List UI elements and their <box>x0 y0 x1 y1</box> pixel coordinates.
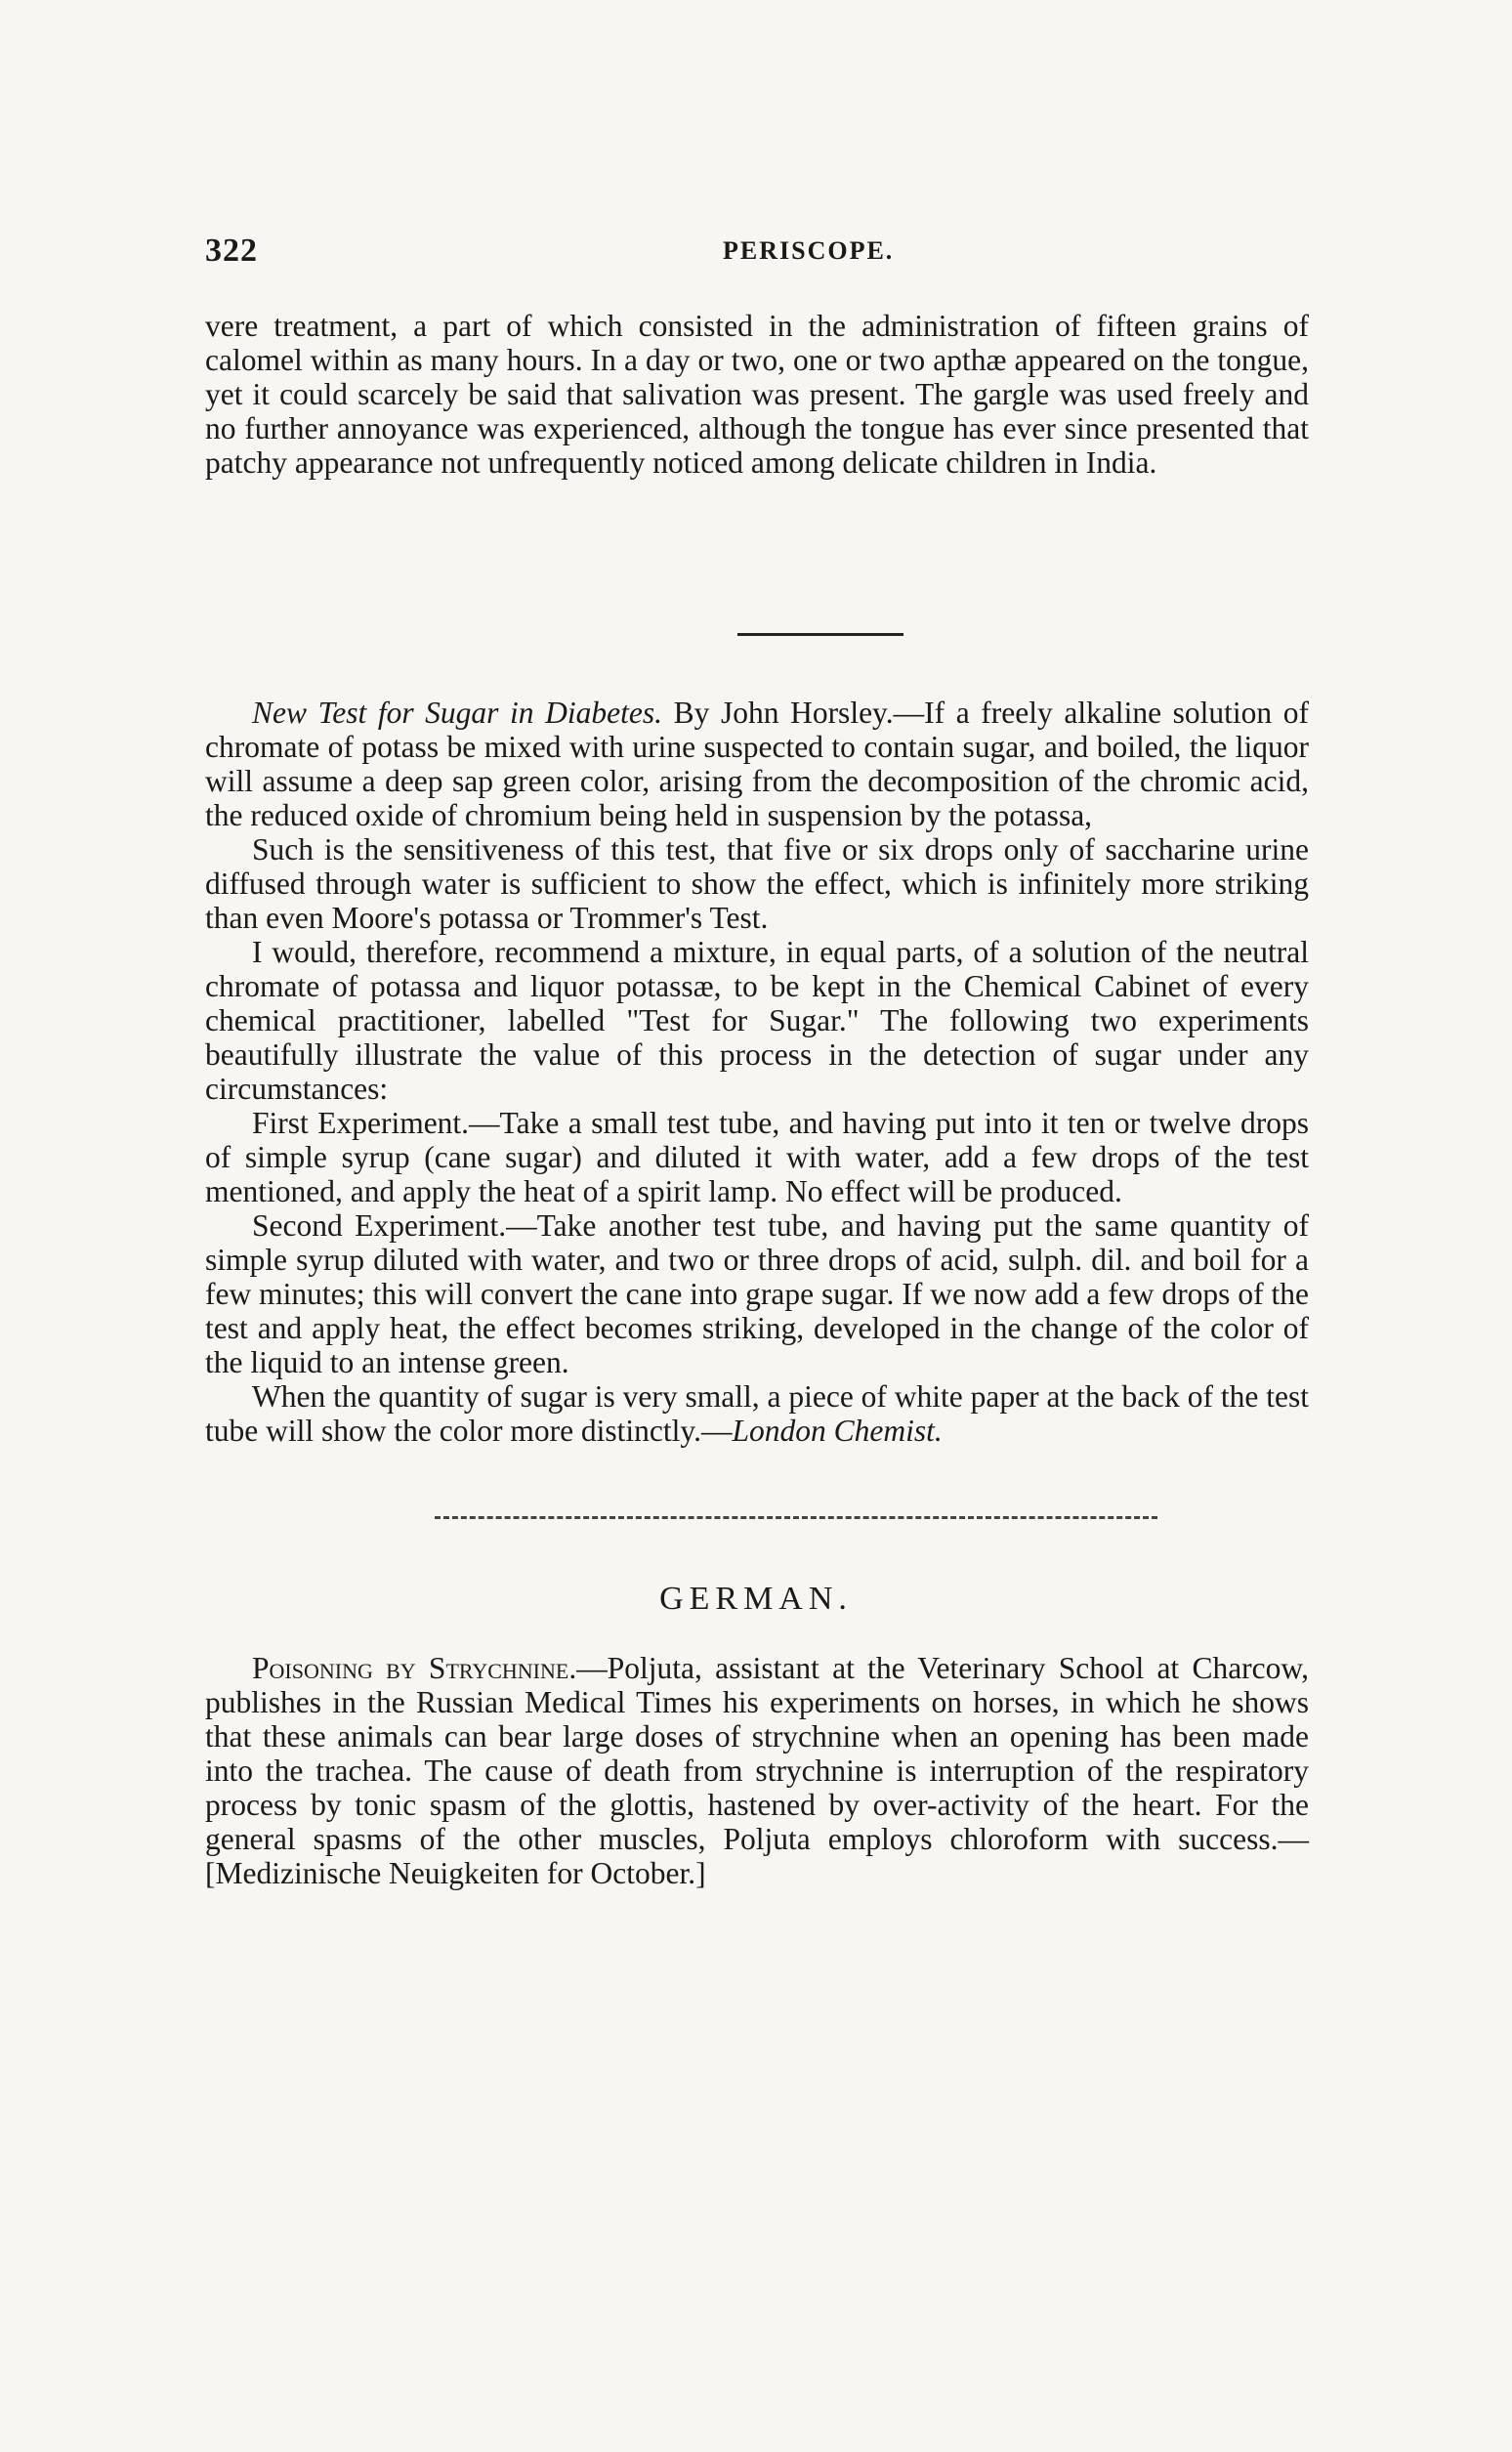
article-paragraph <box>205 1379 1309 1448</box>
article-paragraph: I would, therefore, recommend a mixture, in equal parts, of a solution of the neutral chromate of potassa and liquor potassæ, to be kept in the Chemical Cabinet of every chemical practitioner, labelled "Test for Sugar." The following two experiments beautifully illustrate the value of this process in the detection of sugar under any circumstances: <box>205 935 1309 1106</box>
running-head: PERISCOPE. <box>723 236 895 265</box>
strychnine-article <box>205 1651 1309 1890</box>
article-text: If a freely alkaline solution of chromate of potass be mixed with urine suspected to contain sugar, and boiled, the liquor will assume a deep sap green color, arising from the decomposition of the chromic acid, the reduced oxide of chromium being held in suspension by the potassa, <box>205 696 1310 832</box>
article-source: London Chemist. <box>732 1414 943 1448</box>
page-number: 322 <box>205 233 258 269</box>
article-title: Poisoning by Strychnine. <box>252 1651 577 1685</box>
article-paragraph: Such is the sensitiveness of this test, that five or six drops only of saccharine urine diffused through water is sufficient to show the effect, which is infinitely more striking than even Moore's potassa or Trommer's Test. <box>205 832 1309 935</box>
section-divider-dashed <box>435 1516 1157 1519</box>
continued-paragraph: vere treatment, a part of which consisted in the administration of fifteen grains of calomel within as many hours. In a day or two, one or two apthæ appeared on the tongue, yet it could scarcely be said that salivation was present. The gargle was used freely and no further annoyance was experienced, although the tongue has ever since presented that patchy appearance not unfrequently noticed among delicate children in India. <box>205 309 1309 480</box>
article-paragraph <box>205 696 1309 832</box>
page-header <box>205 233 1348 272</box>
article-title: New Test for Sugar in Diabetes. <box>252 696 662 730</box>
article-byline: By John Horsley.— <box>662 696 925 730</box>
experiment-paragraph: First Experiment.—Take a small test tube, and having put into it ten or twelve drops of simple syrup (cane sugar) and diluted it with water, add a few drops of the test mentioned, and apply the heat of a spirit lamp. No effect will be produced. <box>205 1106 1309 1208</box>
article-text: When the quantity of sugar is very small, a piece of white paper at the back of the test tube will show the color more distinctly.— <box>205 1379 1309 1448</box>
section-heading: GERMAN. <box>659 1581 853 1617</box>
sugar-test-article <box>205 696 1309 1448</box>
article-paragraph <box>205 1651 1309 1890</box>
article-text: —Poljuta, assistant at the Veterinary School at Charcow, publishes in the Russian Medical Times his experiments on horses, in which he shows that these animals can bear large doses of strychnine when an opening has been made into the trachea. The cause of death from strychnine is interruption of the respiratory process by tonic spasm of the glottis, hastened by over-activity of the heart. For the general spasms of the other muscles, Poljuta employs chloroform with success.—[Medizinische Neuigkeiten for October.] <box>205 1651 1309 1890</box>
section-divider <box>737 633 903 636</box>
experiment-paragraph: Second Experiment.—Take another test tube, and having put the same quantity of simple syrup diluted with water, and two or three drops of acid, sulph. dil. and boil for a few minutes; this will convert the cane into grape sugar. If we now add a few drops of the test and apply heat, the effect becomes striking, developed in the change of the color of the liquid to an intense green. <box>205 1208 1309 1379</box>
continued-paragraph-block <box>205 309 1309 480</box>
